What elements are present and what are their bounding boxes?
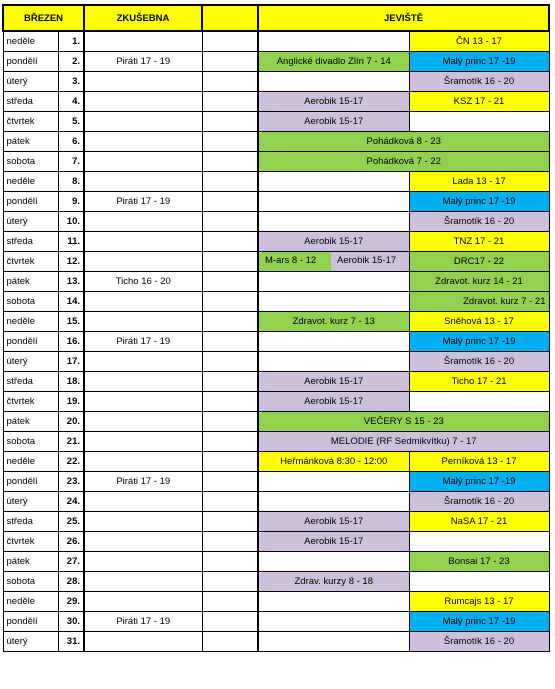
- spacer-cell: [202, 392, 258, 412]
- day-number: 7.: [58, 152, 84, 172]
- table-row: [3, 272, 549, 292]
- day-number: 8.: [58, 172, 84, 192]
- spacer-cell: [202, 31, 258, 52]
- table-row: [3, 432, 549, 452]
- rehearsal-cell: [84, 132, 202, 152]
- table-row: [3, 412, 549, 432]
- table-row: [3, 312, 549, 332]
- day-name: čtvrtek: [3, 252, 58, 272]
- stage-cell: Lada 13 - 17: [409, 172, 549, 192]
- rehearsal-cell: [84, 152, 202, 172]
- stage-cell: NaSA 17 - 21: [409, 512, 549, 532]
- stage-cell: Zdravot. kurz 7 - 21: [409, 292, 549, 312]
- stage-cell: Malý princ 17 -19: [409, 52, 549, 72]
- day-number: 11.: [58, 232, 84, 252]
- stage-cell: Aerobik 15-17: [258, 372, 409, 392]
- stage-cell: Malý princ 17 -19: [409, 612, 549, 632]
- rehearsal-cell: [84, 31, 202, 52]
- spacer-cell: [202, 332, 258, 352]
- stage-cell: [409, 392, 549, 412]
- stage-cell: [258, 592, 409, 612]
- day-number: 30.: [58, 612, 84, 632]
- day-name: čtvrtek: [3, 392, 58, 412]
- day-number: 12.: [58, 252, 84, 272]
- stage-cell: Šramotík 16 - 20: [409, 632, 549, 652]
- day-name: pondělí: [3, 472, 58, 492]
- rehearsal-cell: Piráti 17 - 19: [84, 472, 202, 492]
- stage-cell: [258, 472, 409, 492]
- stage-cell: Heřmánková 8:30 - 12:00: [258, 452, 409, 472]
- table-row: [3, 232, 549, 252]
- day-name: středa: [3, 512, 58, 532]
- spacer-cell: [202, 472, 258, 492]
- table-row: [3, 452, 549, 472]
- rehearsal-cell: [84, 232, 202, 252]
- table-row: [3, 532, 549, 552]
- table-row: [3, 372, 549, 392]
- stage-cell: Aerobik 15-17: [258, 532, 409, 552]
- day-name: úterý: [3, 492, 58, 512]
- rehearsal-cell: [84, 412, 202, 432]
- rehearsal-cell: [84, 312, 202, 332]
- day-name: pondělí: [3, 332, 58, 352]
- day-name: pátek: [3, 272, 58, 292]
- day-name: neděle: [3, 452, 58, 472]
- day-number: 13.: [58, 272, 84, 292]
- stage-cell: Aerobik 15-17: [258, 512, 409, 532]
- stage-cell: [258, 292, 409, 312]
- spacer-cell: [202, 272, 258, 292]
- stage-cell: TNZ 17 - 21: [409, 232, 549, 252]
- stage-cell: [258, 172, 409, 192]
- day-number: 6.: [58, 132, 84, 152]
- stage-cell: Šramotík 16 - 20: [409, 72, 549, 92]
- spacer-cell: [202, 352, 258, 372]
- rehearsal-cell: [84, 552, 202, 572]
- day-number: 14.: [58, 292, 84, 312]
- spacer-cell: [202, 92, 258, 112]
- day-name: úterý: [3, 212, 58, 232]
- table-row: [3, 332, 549, 352]
- table-row: [3, 352, 549, 372]
- stage-cell: [258, 252, 409, 272]
- day-number: 25.: [58, 512, 84, 532]
- table-row: [3, 172, 549, 192]
- day-name: pátek: [3, 132, 58, 152]
- spacer-cell: [202, 532, 258, 552]
- header-spacer: [202, 5, 258, 31]
- day-name: středa: [3, 232, 58, 252]
- rehearsal-cell: [84, 72, 202, 92]
- day-number: 4.: [58, 92, 84, 112]
- day-number: 26.: [58, 532, 84, 552]
- rehearsal-cell: [84, 452, 202, 472]
- stage-cell: ČN 13 - 17: [409, 31, 549, 52]
- spacer-cell: [202, 452, 258, 472]
- rehearsal-cell: Piráti 17 - 19: [84, 52, 202, 72]
- stage-cell: Zdrav. kurzy 8 - 18: [258, 572, 409, 592]
- day-number: 19.: [58, 392, 84, 412]
- rehearsal-cell: [84, 392, 202, 412]
- spacer-cell: [202, 232, 258, 252]
- stage-cell: [258, 352, 409, 372]
- day-number: 9.: [58, 192, 84, 212]
- stage-cell: [258, 552, 409, 572]
- spacer-cell: [202, 252, 258, 272]
- rehearsal-cell: [84, 112, 202, 132]
- stage-cell: [258, 632, 409, 652]
- day-number: 18.: [58, 372, 84, 392]
- stage-cell: Anglické divadlo Zlín 7 - 14: [258, 52, 409, 72]
- day-number: 2.: [58, 52, 84, 72]
- stage-cell: Ticho 17 - 21: [409, 372, 549, 392]
- rehearsal-cell: [84, 292, 202, 312]
- day-name: sobota: [3, 572, 58, 592]
- stage-cell: [258, 72, 409, 92]
- spacer-cell: [202, 552, 258, 572]
- stage-cell: KSZ 17 - 21: [409, 92, 549, 112]
- rehearsal-cell: [84, 252, 202, 272]
- spacer-cell: [202, 492, 258, 512]
- stage-cell: Perníková 13 - 17: [409, 452, 549, 472]
- day-number: 20.: [58, 412, 84, 432]
- stage-cell: Sněhová 13 - 17: [409, 312, 549, 332]
- table-row: [3, 552, 549, 572]
- stage-cell: Aerobik 15-17: [258, 92, 409, 112]
- stage-event: M-ars 8 - 12: [259, 252, 331, 271]
- day-name: pátek: [3, 412, 58, 432]
- spacer-cell: [202, 372, 258, 392]
- day-name: pondělí: [3, 192, 58, 212]
- table-row: [3, 572, 549, 592]
- rehearsal-cell: [84, 492, 202, 512]
- day-name: čtvrtek: [3, 112, 58, 132]
- rehearsal-cell: Ticho 16 - 20: [84, 272, 202, 292]
- day-name: pátek: [3, 552, 58, 572]
- table-row: [3, 252, 549, 272]
- spacer-cell: [202, 572, 258, 592]
- stage-cell: Malý princ 17 -19: [409, 192, 549, 212]
- stage-cell: Malý princ 17 -19: [409, 472, 549, 492]
- stage-cell: [258, 192, 409, 212]
- table-row: [3, 612, 549, 632]
- header-stage: JEVIŠTĚ: [258, 5, 549, 31]
- day-number: 15.: [58, 312, 84, 332]
- spacer-cell: [202, 192, 258, 212]
- day-number: 5.: [58, 112, 84, 132]
- day-name: úterý: [3, 352, 58, 372]
- spacer-cell: [202, 172, 258, 192]
- day-number: 29.: [58, 592, 84, 612]
- rehearsal-cell: Piráti 17 - 19: [84, 332, 202, 352]
- spacer-cell: [202, 432, 258, 452]
- spacer-cell: [202, 592, 258, 612]
- table-row: [3, 212, 549, 232]
- day-name: úterý: [3, 72, 58, 92]
- stage-cell: Aerobik 15-17: [258, 232, 409, 252]
- spacer-cell: [202, 112, 258, 132]
- spacer-cell: [202, 512, 258, 532]
- stage-cell: [258, 332, 409, 352]
- day-number: 3.: [58, 72, 84, 92]
- table-row: [3, 492, 549, 512]
- rehearsal-cell: [84, 512, 202, 532]
- stage-cell: [258, 31, 409, 52]
- table-row: [3, 52, 549, 72]
- spacer-cell: [202, 612, 258, 632]
- rehearsal-cell: Piráti 17 - 19: [84, 612, 202, 632]
- stage-cell: DRC17 - 22: [409, 252, 549, 272]
- table-row: [3, 512, 549, 532]
- table-row: [3, 632, 549, 652]
- day-name: neděle: [3, 312, 58, 332]
- stage-cell: Bonsai 17 - 23: [409, 552, 549, 572]
- table-row: [3, 92, 549, 112]
- rehearsal-cell: [84, 592, 202, 612]
- day-number: 28.: [58, 572, 84, 592]
- schedule-table: [2, 4, 550, 652]
- rehearsal-cell: [84, 432, 202, 452]
- rehearsal-cell: [84, 212, 202, 232]
- day-number: 27.: [58, 552, 84, 572]
- spacer-cell: [202, 292, 258, 312]
- day-name: neděle: [3, 172, 58, 192]
- day-number: 16.: [58, 332, 84, 352]
- stage-cell: VEČERY S 15 - 23: [258, 412, 549, 432]
- rehearsal-cell: [84, 172, 202, 192]
- rehearsal-cell: [84, 532, 202, 552]
- spacer-cell: [202, 632, 258, 652]
- day-number: 1.: [58, 31, 84, 52]
- day-number: 17.: [58, 352, 84, 372]
- stage-cell: MELODIE (RF Sedmikvítku) 7 - 17: [258, 432, 549, 452]
- stage-cell: Zdravot. kurz 7 - 13: [258, 312, 409, 332]
- day-number: 24.: [58, 492, 84, 512]
- spacer-cell: [202, 312, 258, 332]
- header-month: BŘEZEN: [3, 5, 84, 31]
- stage-cell: [409, 532, 549, 552]
- table-row: [3, 152, 549, 172]
- stage-cell: Šramotík 16 - 20: [409, 352, 549, 372]
- table-row: [3, 592, 549, 612]
- day-name: pondělí: [3, 52, 58, 72]
- day-number: 23.: [58, 472, 84, 492]
- day-number: 10.: [58, 212, 84, 232]
- day-number: 21.: [58, 432, 84, 452]
- spacer-cell: [202, 52, 258, 72]
- stage-cell: Zdravot. kurz 14 - 21: [409, 272, 549, 292]
- rehearsal-cell: [84, 92, 202, 112]
- day-name: středa: [3, 372, 58, 392]
- table-row: [3, 192, 549, 212]
- header-rehearsal: ZKUŠEBNA: [84, 5, 202, 31]
- stage-cell: Pohádková 7 - 22: [258, 152, 549, 172]
- spacer-cell: [202, 212, 258, 232]
- table-row: [3, 392, 549, 412]
- stage-cell: [409, 112, 549, 132]
- table-row: [3, 31, 549, 52]
- day-name: neděle: [3, 31, 58, 52]
- day-number: 31.: [58, 632, 84, 652]
- stage-cell: [258, 612, 409, 632]
- rehearsal-cell: [84, 352, 202, 372]
- day-name: sobota: [3, 432, 58, 452]
- day-name: sobota: [3, 152, 58, 172]
- stage-cell: Malý princ 17 -19: [409, 332, 549, 352]
- spacer-cell: [202, 412, 258, 432]
- spacer-cell: [202, 152, 258, 172]
- stage-cell: [258, 272, 409, 292]
- day-name: sobota: [3, 292, 58, 312]
- stage-event: Aerobik 15-17: [331, 252, 409, 271]
- spacer-cell: [202, 72, 258, 92]
- stage-cell: Aerobik 15-17: [258, 112, 409, 132]
- stage-cell: Šramotík 16 - 20: [409, 492, 549, 512]
- table-row: [3, 292, 549, 312]
- stage-cell: Rumcajs 13 - 17: [409, 592, 549, 612]
- stage-cell: [258, 212, 409, 232]
- stage-cell: Aerobik 15-17: [258, 392, 409, 412]
- day-name: čtvrtek: [3, 532, 58, 552]
- rehearsal-cell: [84, 632, 202, 652]
- spacer-cell: [202, 132, 258, 152]
- table-row: [3, 72, 549, 92]
- day-name: úterý: [3, 632, 58, 652]
- rehearsal-cell: Piráti 17 - 19: [84, 192, 202, 212]
- header-row: [3, 5, 549, 31]
- day-number: 22.: [58, 452, 84, 472]
- table-row: [3, 132, 549, 152]
- stage-cell: Šramotík 16 - 20: [409, 212, 549, 232]
- table-row: [3, 112, 549, 132]
- stage-cell: [258, 492, 409, 512]
- table-row: [3, 472, 549, 492]
- day-name: pondělí: [3, 612, 58, 632]
- stage-cell: [409, 572, 549, 592]
- day-name: neděle: [3, 592, 58, 612]
- stage-cell: Pohádková 8 - 23: [258, 132, 549, 152]
- rehearsal-cell: [84, 372, 202, 392]
- rehearsal-cell: [84, 572, 202, 592]
- day-name: středa: [3, 92, 58, 112]
